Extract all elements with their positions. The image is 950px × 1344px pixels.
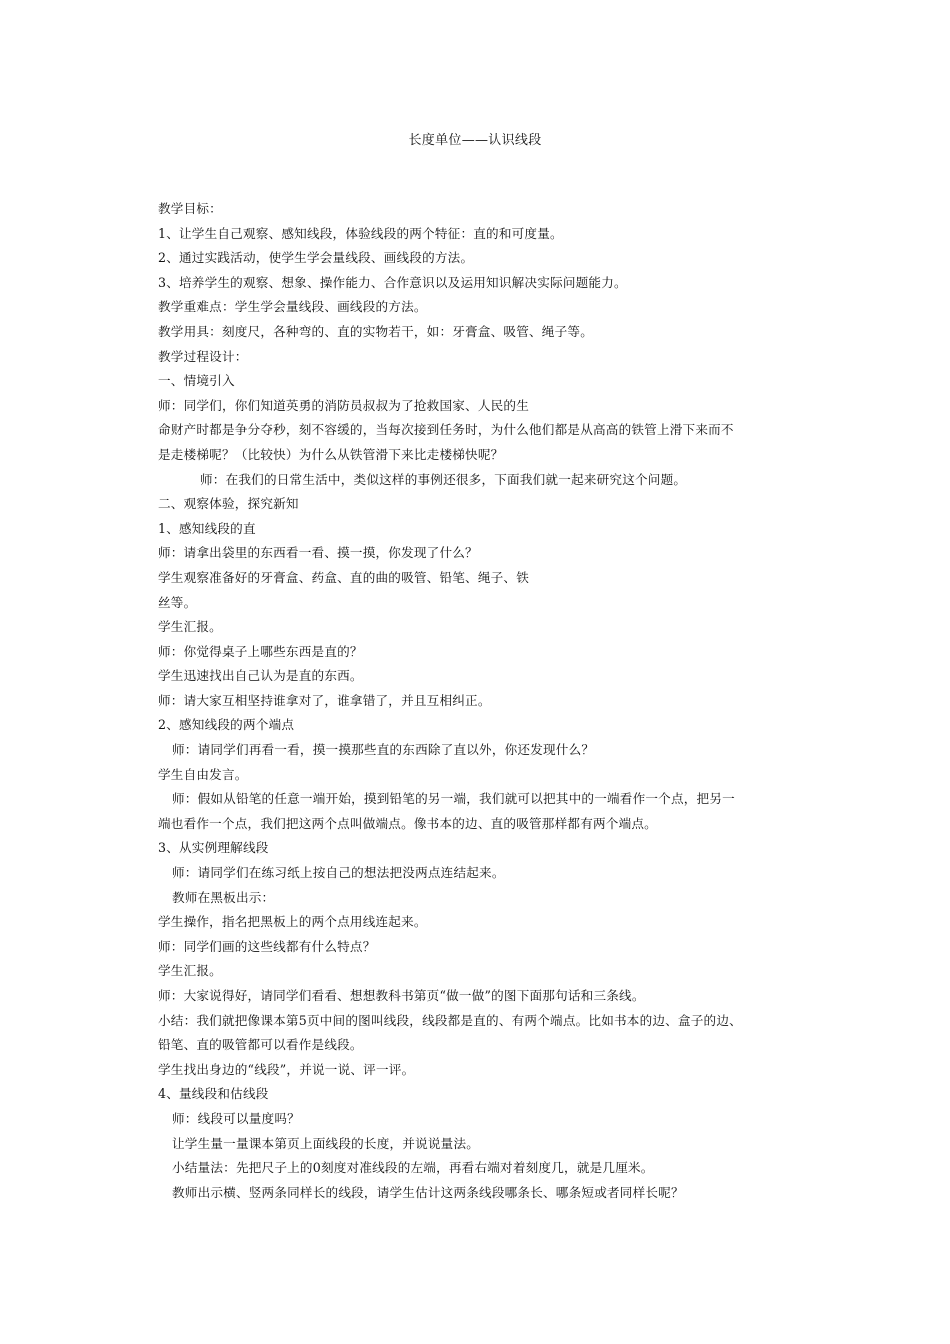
text-line: 4、量线段和估线段 [158, 1086, 269, 1102]
text-line: 2、通过实践活动，使学生学会量线段、画线段的方法。 [158, 250, 474, 266]
text-line: 让学生量一量课本第页上面线段的长度，并说说量法。 [172, 1135, 480, 1151]
text-line: 师：假如从铅笔的任意一端开始，摸到铅笔的另一端，我们就可以把其中的一端看作一个点，把另一 [172, 791, 735, 807]
text-line: 学生观察准备好的牙膏盒、药盒、直的曲的吸管、铅笔、绳子、铁 [158, 569, 530, 585]
text-line: 学生操作，指名把黑板上的两个点用线连起来。 [158, 914, 427, 930]
text-line: 师：同学们画的这些线都有什么特点？ [158, 938, 376, 954]
text-line: 师：在我们的日常生活中，类似这样的事例还很多，下面我们就一起来研究这个问题。 [200, 471, 687, 487]
text-line: 命财产时都是争分夺秒，刻不容缓的，当每次接到任务时，为什么他们都是从高高的铁管上滑下来而不 [158, 422, 734, 438]
text-line: 1、让学生自己观察、感知线段，体验线段的两个特征：直的和可度量。 [158, 225, 563, 241]
text-line: 二、观察体验，探究新知 [158, 496, 299, 512]
document-body [158, 197, 800, 1205]
text-line: 1、感知线段的直 [158, 520, 256, 536]
text-line: 2、感知线段的两个端点 [158, 717, 295, 733]
text-line: 学生汇报。 [158, 619, 222, 635]
text-line: 丝等。 [158, 594, 197, 610]
document-title: 长度单位——认识线段 [408, 133, 542, 148]
text-line: 教师出示横、竖两条同样长的线段，请学生估计这两条线段哪条长、哪条短或者同样长呢？ [172, 1184, 684, 1200]
text-line: 教学用具：刻度尺，各种弯的、直的实物若干，如：牙膏盒、吸管、绳子等。 [158, 323, 593, 339]
text-line: 端也看作一个点，我们把这两个点叫做端点。像书本的边、直的吸管那样都有两个端点。 [158, 815, 657, 831]
text-line: 一、情境引入 [158, 373, 235, 389]
text-line: 铅笔、直的吸管都可以看作是线段。 [158, 1037, 363, 1053]
text-line: 教学重难点：学生学会量线段、画线段的方法。 [158, 299, 427, 315]
text-line: 教学目标： [158, 201, 222, 216]
text-line: 师：同学们，你们知道英勇的消防员叔叔为了抢救国家、人民的生 [158, 397, 530, 413]
text-line: 师：请同学们在练习纸上按自己的想法把没两点连结起来。 [172, 865, 505, 881]
text-line: 师：你觉得桌子上哪些东西是直的？ [158, 643, 363, 659]
text-line: 学生迅速找出自己认为是直的东西。 [158, 668, 363, 684]
text-line: 师：请同学们再看一看，摸一摸那些直的东西除了直以外，你还发现什么？ [172, 742, 595, 758]
text-line: 教学过程设计： [158, 348, 248, 364]
text-line: 3、从实例理解线段 [158, 840, 269, 856]
text-line: 师：线段可以量度吗？ [172, 1110, 300, 1126]
text-line: 是走楼梯呢？（比较快）为什么从铁管滑下来比走楼梯快呢？ [158, 446, 504, 462]
text-line: 学生汇报。 [158, 963, 222, 979]
text-line: 师：大家说得好，请同学们看看、想想教科书第页“做一做”的图下面那句话和三条线。 [158, 988, 645, 1003]
text-line: 3、培养学生的观察、想象、操作能力、合作意识以及运用知识解决实际问题能力。 [158, 274, 627, 290]
text-line: 学生找出身边的“线段”，并说一说、评一评。 [158, 1061, 415, 1077]
text-line: 小结：我们就把像课本第5页中间的图叫线段，线段都是直的、有两个端点。比如书本的边、盒子的边、 [158, 1012, 742, 1028]
text-line: 师：请拿出袋里的东西看一看、摸一摸，你发现了什么？ [158, 545, 478, 561]
text-line: 教师在黑板出示： [172, 889, 275, 905]
text-line: 小结量法：先把尺子上的0刻度对准线段的左端，再看右端对着刻度几，就是几厘米。 [172, 1160, 654, 1176]
text-line: 师：请大家互相坚持谁拿对了，谁拿错了，并且互相纠正。 [158, 692, 491, 708]
text-line: 学生自由发言。 [158, 766, 248, 782]
